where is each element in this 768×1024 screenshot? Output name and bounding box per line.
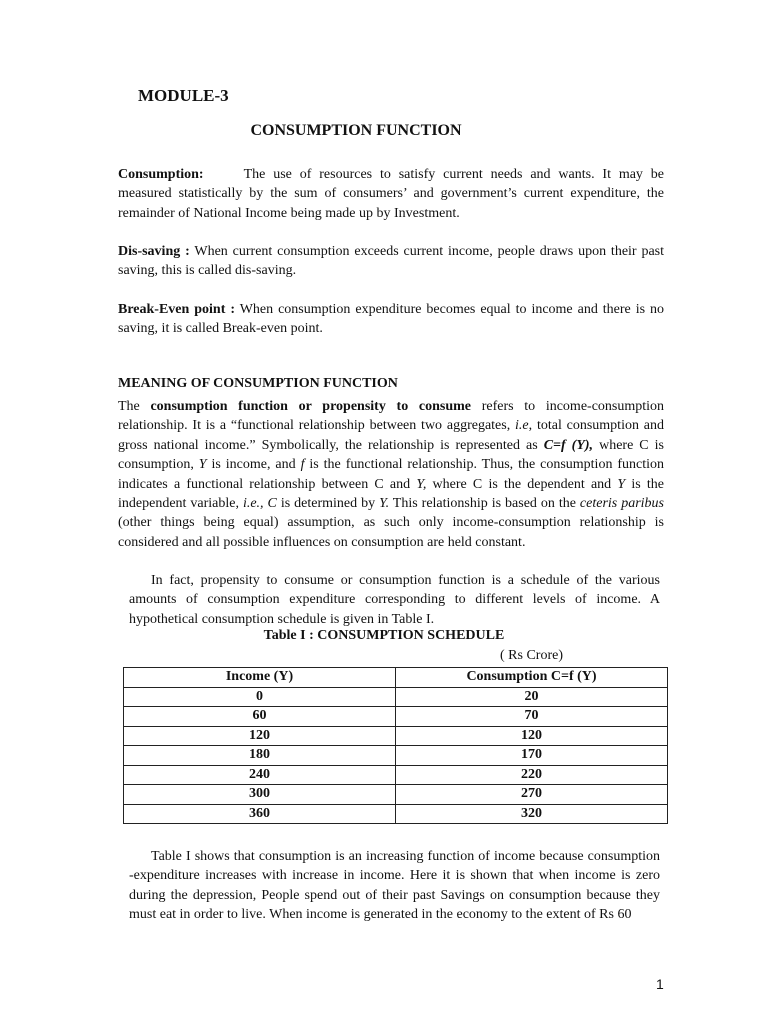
text-run: where C is the dependent and — [426, 476, 612, 492]
table-header-row — [124, 668, 668, 688]
dissaving-definition — [118, 242, 664, 281]
page-number: 1 — [656, 976, 664, 992]
consumption-cell: 20 — [396, 687, 668, 707]
consumption-schedule-table — [123, 667, 668, 824]
meaning-heading: MEANING OF CONSUMPTION FUNCTION — [118, 376, 398, 391]
table-row — [124, 746, 668, 766]
consumption-cell: 270 — [396, 785, 668, 805]
module-label: MODULE-3 — [138, 86, 229, 105]
income-cell: 300 — [124, 785, 396, 805]
dissaving-term: Dis-saving : — [118, 244, 190, 259]
text-run: ceteris paribus — [579, 496, 664, 512]
text-run: Y. — [379, 496, 390, 512]
consumption-cell: 120 — [396, 726, 668, 746]
text-run: (other things being equal) assumption, as such only income-consumption relationship is considered and all possible influences on consumption are held constant. — [118, 515, 664, 550]
table-caption: Table I : CONSUMPTION SCHEDULE — [263, 628, 505, 643]
consumption-definition — [118, 165, 664, 223]
table-row — [124, 707, 668, 727]
meaning-paragraph — [118, 397, 664, 552]
income-cell: 60 — [124, 707, 396, 727]
text-run: , total consumption and gross national income.” Symbolically, the relationship is represented as — [118, 418, 664, 453]
consumption-cell: 170 — [396, 746, 668, 766]
text-run: Y, — [416, 476, 427, 492]
page-title: CONSUMPTION FUNCTION — [250, 122, 462, 139]
text-run: Y — [617, 476, 626, 492]
text-run: C=f (Y), — [543, 437, 594, 453]
text-run: refers to income-consumption relationship. It is a “functional relationship between two aggregates, — [118, 399, 665, 434]
text-run: consumption function or propensity to consume — [150, 399, 471, 414]
table-row — [124, 765, 668, 785]
income-cell: 240 — [124, 765, 396, 785]
table-row — [124, 726, 668, 746]
text-run: is the functional relationship. Thus, the consumption function indicates a functional relationship between C and — [118, 457, 665, 492]
consumption-cell: 320 — [396, 804, 668, 824]
text-run: The — [118, 399, 140, 414]
column-header-income: Income (Y) — [124, 668, 396, 688]
breakeven-definition — [118, 300, 664, 339]
table-row — [124, 785, 668, 805]
breakeven-text: When consumption expenditure becomes equal to income and there is no saving, it is called Break-even point. — [118, 302, 664, 337]
text-run: i.e — [515, 418, 529, 434]
text-run: is determined by — [280, 496, 376, 512]
consumption-cell: 70 — [396, 707, 668, 727]
consumption-term: Consumption: — [118, 167, 204, 182]
column-header-consumption: Consumption C=f (Y) — [396, 668, 668, 688]
dissaving-text: When current consumption exceeds current income, people draws upon their past saving, this is called dis-saving. — [118, 244, 664, 279]
text-run: i.e., C — [242, 496, 277, 512]
table-row — [124, 687, 668, 707]
table-unit: ( Rs Crore) — [500, 648, 563, 663]
text-run: f — [300, 457, 305, 473]
income-cell: 360 — [124, 804, 396, 824]
breakeven-term: Break-Even point : — [118, 302, 235, 317]
fact-paragraph: In fact, propensity to consume or consumption function is a schedule of the various amounts of consumption expenditure corresponding to different levels of income. A hypothetical consumption schedule is given in Table I. — [129, 573, 660, 627]
income-cell: 180 — [124, 746, 396, 766]
closing-paragraph: Table I shows that consumption is an increasing function of income because consumption -expenditure increases with increase in income. Here it is shown that when income is zero during the depression, People spend out of their past Savings on consumption because they must eat in order to live. When income is generated in the economy to the extent of Rs 60 — [129, 849, 660, 923]
text-run: This relationship is based on the — [392, 496, 576, 512]
text-run: where C is consumption, — [118, 437, 664, 473]
consumption-text: The use of resources to satisfy current needs and wants. It may be measured statistically by the sum of consumers’ and government’s current expenditure, the remainder of National Income being made up by Investment. — [118, 167, 664, 221]
text-run: is the independent variable, — [118, 476, 664, 512]
table-row — [124, 804, 668, 824]
income-cell: 120 — [124, 726, 396, 746]
income-cell: 0 — [124, 687, 396, 707]
text-run: is income, and — [211, 457, 296, 473]
text-run: Y — [198, 457, 207, 473]
consumption-cell: 220 — [396, 765, 668, 785]
